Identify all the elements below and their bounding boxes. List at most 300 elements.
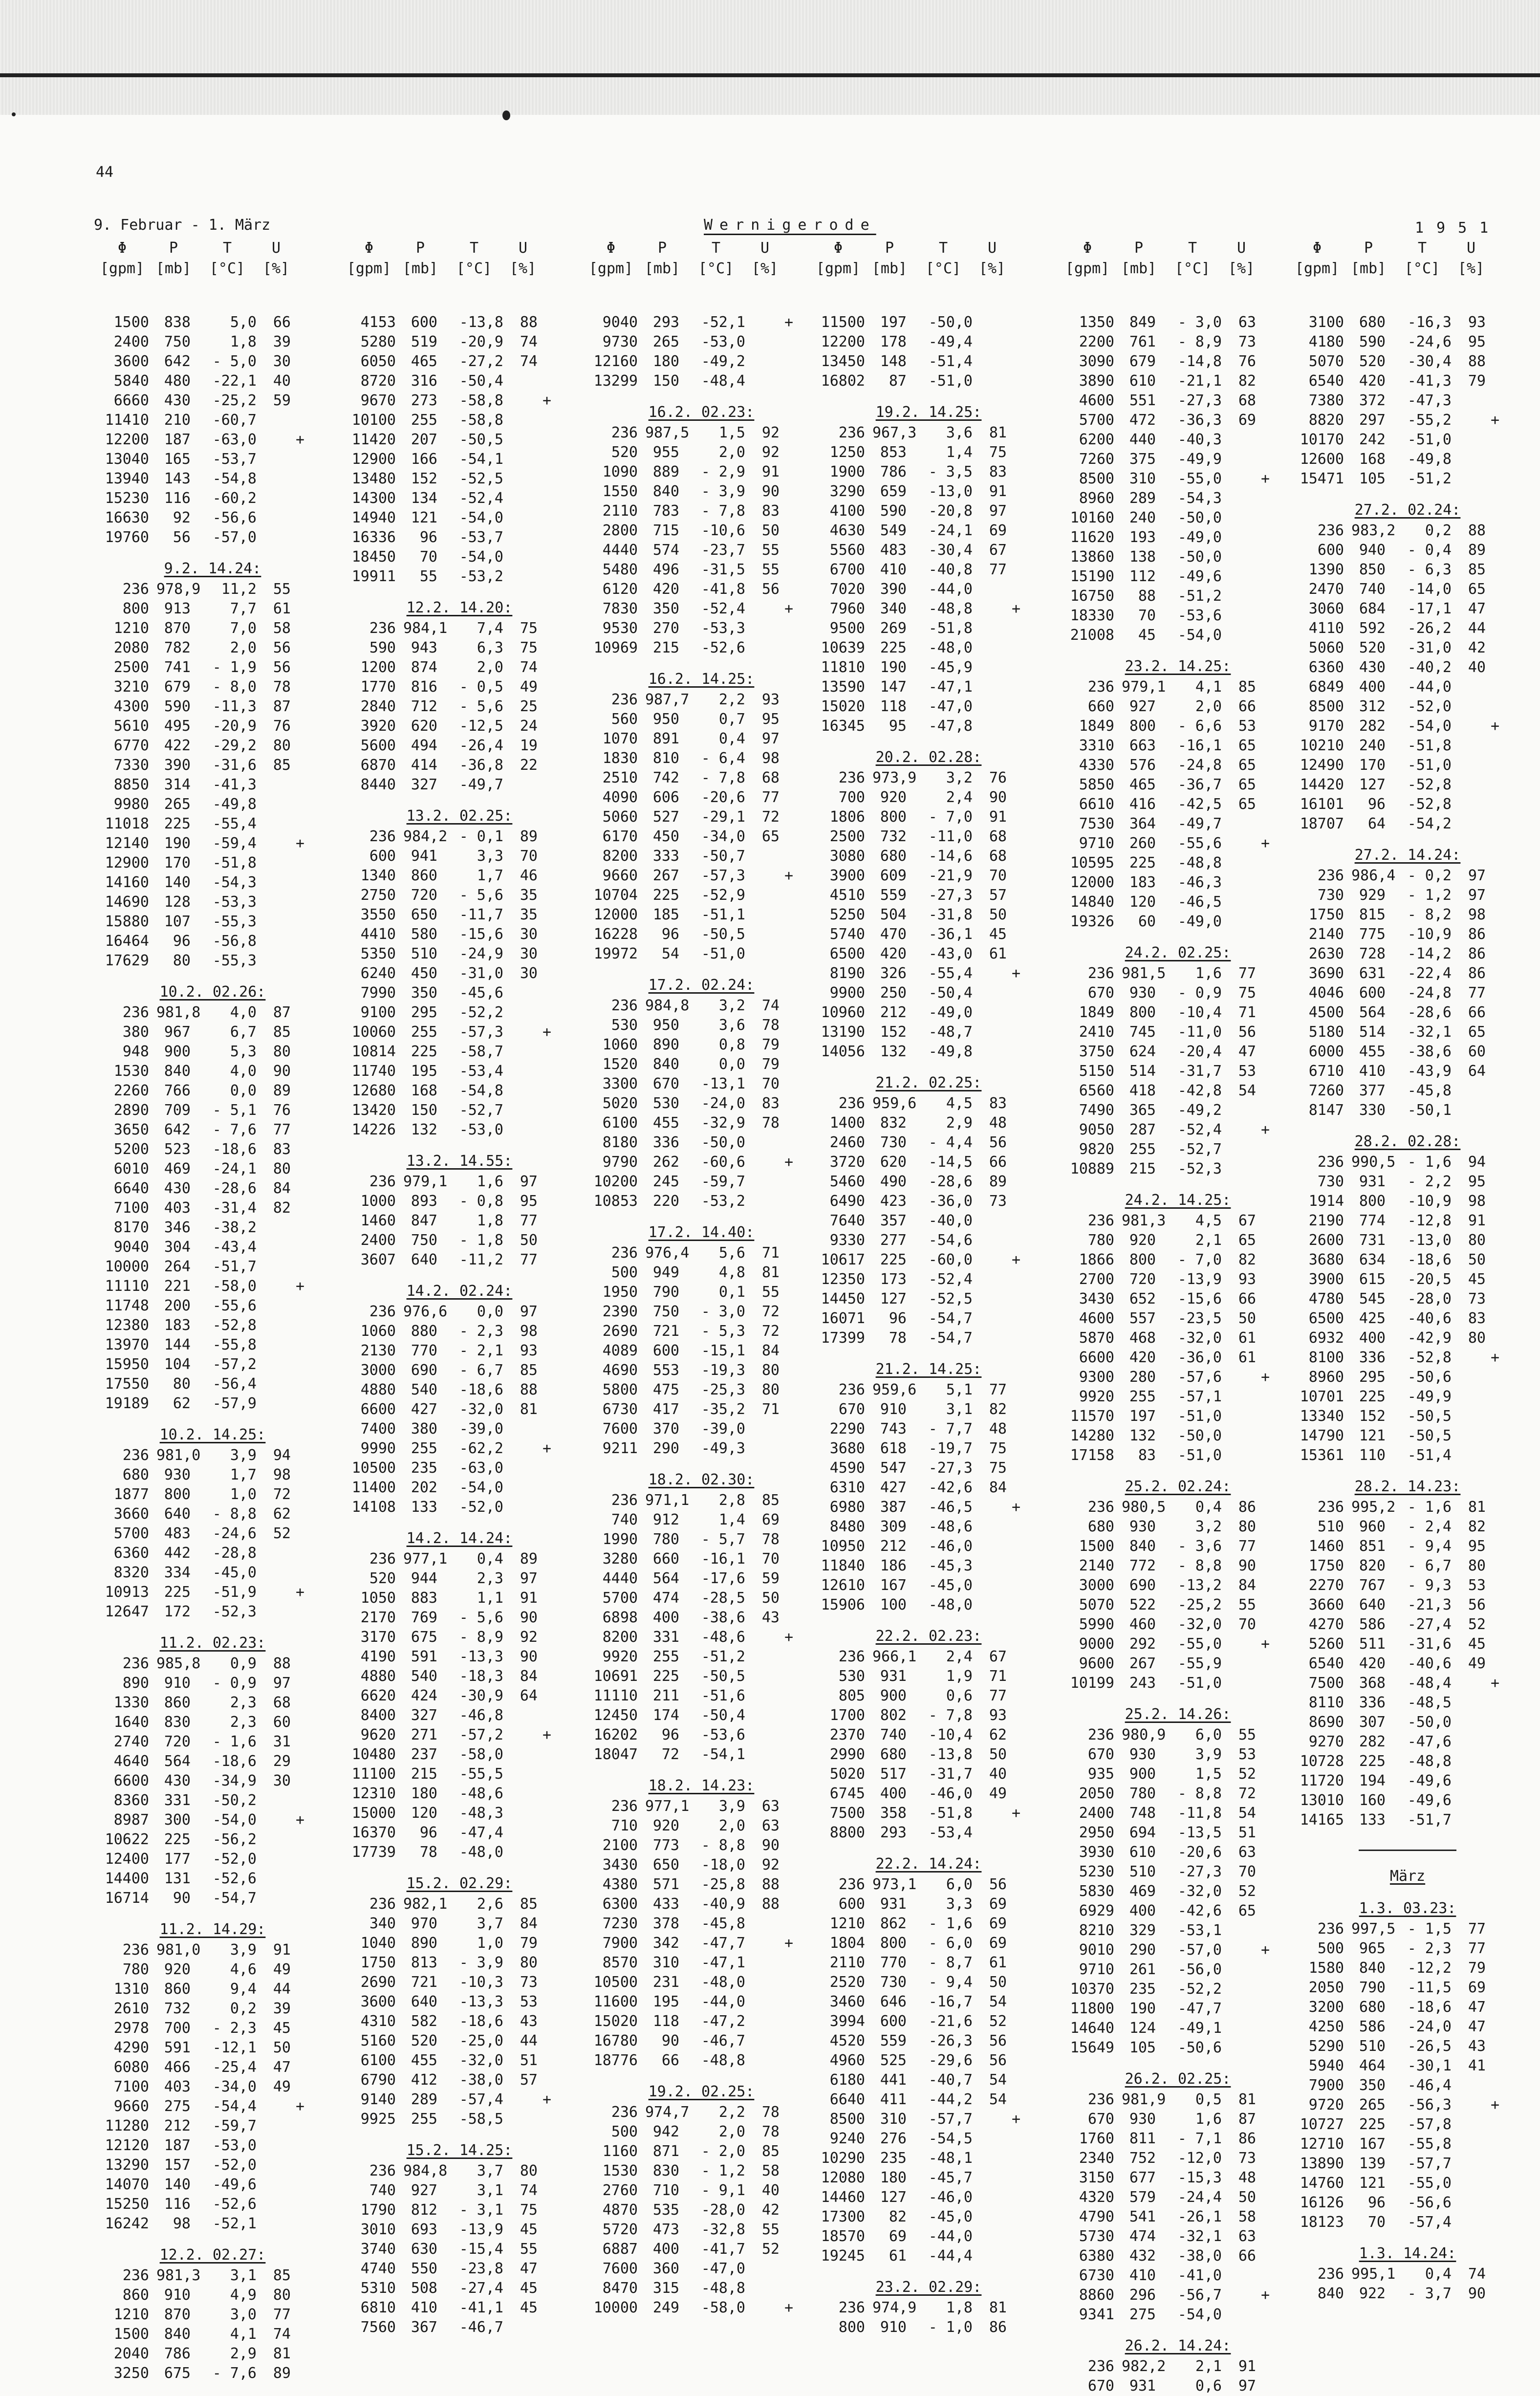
geopotential-cell: 17158	[1070, 1447, 1114, 1464]
geopotential-cell: 9620	[360, 1726, 396, 1743]
pressure-cell: 520	[1359, 639, 1386, 656]
pressure-cell: 609	[880, 867, 907, 884]
humidity-cell: 71	[989, 1668, 1007, 1685]
geopotential-cell: 6240	[360, 965, 396, 982]
temperature-cell: 6,7	[230, 1024, 257, 1041]
pressure-cell: 631	[1359, 965, 1386, 982]
geopotential-cell: 6730	[1079, 2267, 1114, 2284]
humidity-cell: 89	[520, 828, 538, 845]
humidity-cell: 73	[1238, 2150, 1256, 2167]
temperature-cell: -49,7	[459, 776, 503, 793]
table-row	[811, 313, 1046, 332]
temperature-cell: -20,4	[1177, 1043, 1222, 1060]
geopotential-cell: 9600	[1079, 1655, 1114, 1672]
geopotential-cell: 9040	[113, 1239, 149, 1256]
table-row	[95, 932, 330, 951]
temperature-cell: 4,8	[718, 1264, 745, 1281]
temperature-cell: -49,6	[1407, 1792, 1452, 1809]
geopotential-cell: 12400	[105, 1851, 149, 1868]
table-row	[1290, 1231, 1525, 1250]
temperature-cell: -15,1	[701, 1342, 745, 1359]
temperature-cell: -51,0	[1177, 1408, 1222, 1425]
table-row	[95, 2116, 330, 2136]
pressure-cell: 255	[1129, 1388, 1156, 1405]
humidity-cell: 52	[1468, 1616, 1486, 1633]
humidity-cell: 91	[273, 1941, 291, 1959]
pressure-cell: 659	[880, 483, 907, 500]
temperature-cell: -13,0	[1407, 1232, 1452, 1249]
pressure-cell: 535	[652, 2201, 679, 2219]
humidity-cell: 42	[1468, 639, 1486, 656]
geopotential-cell: 9500	[829, 620, 865, 637]
humidity-cell: 50	[1468, 1251, 1486, 1268]
table-row	[811, 1875, 1046, 1895]
geopotential-cell: 2690	[360, 1974, 396, 1991]
table-row	[95, 489, 330, 508]
temperature-cell: -53,0	[701, 333, 745, 350]
temperature-cell: 3,0	[230, 2306, 257, 2323]
temperature-cell: - 1,5	[1407, 1920, 1452, 1938]
pressure-cell: 860	[411, 867, 437, 884]
humidity-cell: 90	[989, 789, 1007, 806]
table-row	[1061, 528, 1295, 547]
tropopause-mark: +	[542, 1440, 552, 1457]
pressure-cell: 511	[1359, 1635, 1386, 1653]
temperature-cell: -11,8	[1177, 1805, 1222, 1822]
table-row	[1290, 2154, 1525, 2174]
humidity-cell: 81	[273, 2345, 291, 2362]
geopotential-cell: 4410	[360, 926, 396, 943]
sounding-block	[1290, 1898, 1525, 2232]
table-row	[811, 521, 1046, 541]
humidity-cell: 91	[989, 483, 1007, 500]
humidity-cell: 97	[1238, 2377, 1256, 2395]
humidity-cell: 54	[989, 1993, 1007, 2010]
pressure-cell: 838	[164, 314, 191, 331]
table-row	[1061, 450, 1295, 469]
geopotential-cell: 13970	[105, 1336, 149, 1353]
humidity-cell: 88	[761, 1876, 780, 1893]
geopotential-cell: 5230	[1079, 1863, 1114, 1880]
humidity-cell: 72	[1238, 1785, 1256, 1802]
geopotential-cell: 13860	[1070, 548, 1114, 566]
table-row	[342, 1706, 577, 1725]
geopotential-cell: 6120	[602, 581, 638, 598]
geopotential-cell: 7490	[1079, 1102, 1114, 1119]
header-symbol: U	[1466, 240, 1476, 257]
header-symbol: U	[987, 240, 997, 257]
geopotential-cell: 236	[122, 1447, 149, 1464]
temperature-cell: -49,6	[1407, 1772, 1452, 1789]
temperature-cell: -24,9	[459, 945, 503, 962]
humidity-cell: 50	[989, 906, 1007, 923]
temperature-cell: -52,6	[212, 2196, 257, 2213]
humidity-cell: 97	[520, 1570, 538, 1587]
pressure-cell: 709	[164, 1102, 191, 1119]
geopotential-cell: 12200	[821, 333, 865, 350]
geopotential-cell: 18707	[1300, 815, 1344, 832]
humidity-cell: 80	[1468, 1329, 1486, 1347]
pressure-cell: 390	[164, 757, 191, 774]
geopotential-cell: 7230	[602, 1915, 638, 1932]
pressure-cell: 960	[1359, 1518, 1386, 1535]
pressure-cell: 105	[1129, 2039, 1156, 2056]
table-row	[1061, 1289, 1295, 1309]
temperature-cell: - 8,2	[1407, 906, 1452, 923]
sounding-date: 23.2. 02.29:	[875, 2279, 982, 2296]
table-row	[1061, 964, 1295, 983]
table-row	[1290, 521, 1525, 541]
temperature-cell: - 8,8	[701, 1837, 745, 1854]
geopotential-cell: 11620	[1070, 529, 1114, 546]
table-row	[95, 717, 330, 736]
table-row	[1061, 1231, 1295, 1250]
pressure-cell: 670	[652, 1075, 679, 1092]
temperature-cell: 2,0	[718, 1817, 745, 1834]
pressure-cell: 900	[1129, 1765, 1156, 1783]
temperature-cell: -43,4	[212, 1239, 257, 1256]
temperature-cell: -38,6	[701, 1609, 745, 1626]
geopotential-cell: 5830	[1079, 1883, 1114, 1900]
temperature-cell: -49,9	[1407, 1388, 1452, 1405]
geopotential-cell: 3280	[602, 1550, 638, 1568]
table-row	[584, 1816, 819, 1836]
sounding-date: 11.2. 02.23:	[159, 1634, 266, 1652]
table-row	[1290, 697, 1525, 717]
pressure-cell: 712	[411, 698, 437, 715]
pressure-cell: 977,1	[645, 1798, 690, 1815]
geopotential-cell: 10617	[821, 1251, 865, 1268]
humidity-cell: 54	[1238, 1082, 1256, 1099]
temperature-cell: 3,3	[477, 848, 503, 865]
table-row	[811, 1211, 1046, 1231]
geopotential-cell: 9820	[1079, 1141, 1114, 1158]
pressure-cell: 559	[880, 887, 907, 904]
temperature-cell: - 0,2	[1407, 867, 1452, 884]
pressure-cell: 979,1	[1122, 678, 1166, 696]
pressure-cell: 133	[1359, 1811, 1386, 1829]
temperature-cell: - 9,3	[1407, 1577, 1452, 1594]
geopotential-cell: 6170	[602, 828, 638, 845]
tropopause-mark: +	[542, 1024, 552, 1041]
table-row	[1061, 1062, 1295, 1081]
temperature-cell: -50,5	[1407, 1427, 1452, 1444]
sounding-block	[342, 1528, 577, 1862]
table-row	[95, 1791, 330, 1810]
humidity-cell: 56	[989, 1134, 1007, 1151]
pressure-cell: 728	[1359, 945, 1386, 962]
header-unit: [mb]	[155, 260, 192, 277]
humidity-cell: 65	[1238, 1232, 1256, 1249]
pressure-cell: 147	[880, 678, 907, 696]
geopotential-cell: 16071	[821, 1310, 865, 1327]
table-row	[1290, 2037, 1525, 2056]
pressure-cell: 468	[1129, 1329, 1156, 1347]
sounding-block	[811, 1359, 1046, 1615]
geopotential-cell: 12450	[593, 1707, 638, 1724]
geopotential-cell: 16101	[1300, 796, 1344, 813]
table-row	[342, 717, 577, 736]
geopotential-cell: 17629	[105, 952, 149, 969]
pressure-cell: 427	[411, 1401, 437, 1418]
temperature-cell: - 5,1	[212, 1102, 257, 1119]
temperature-cell: -30,1	[1407, 2057, 1452, 2074]
humidity-cell: 56	[273, 639, 291, 656]
temperature-cell: 2,3	[230, 1694, 257, 1711]
humidity-cell: 87	[273, 1004, 291, 1021]
humidity-cell: 61	[989, 945, 1007, 962]
header-unit: [gpm]	[816, 260, 861, 277]
geopotential-cell: 10960	[821, 1004, 865, 1021]
geopotential-cell: 11600	[593, 1993, 638, 2010]
geopotential-cell: 3900	[829, 867, 865, 884]
pressure-cell: 931	[1129, 2377, 1156, 2395]
humidity-cell: 75	[520, 639, 538, 656]
table-row	[1061, 1654, 1295, 1674]
temperature-cell: -54,7	[928, 1310, 973, 1327]
geopotential-cell: 6500	[829, 945, 865, 962]
pressure-cell: 297	[1359, 412, 1386, 429]
table-row	[584, 1074, 819, 1094]
table-row	[811, 1823, 1046, 1843]
geopotential-cell: 17399	[821, 1329, 865, 1347]
pressure-cell: 770	[880, 1954, 907, 1971]
header-symbol: P	[169, 240, 178, 257]
geopotential-cell: 3740	[360, 2241, 396, 2258]
sounding-block	[584, 2081, 819, 2318]
table-row	[1061, 1745, 1295, 1764]
geopotential-cell: 4290	[113, 2039, 149, 2056]
table-row	[584, 2122, 819, 2142]
table-row	[342, 1439, 577, 1459]
geopotential-cell: 4090	[602, 789, 638, 806]
pressure-cell: 620	[880, 1154, 907, 1171]
table-row	[95, 1889, 330, 1908]
geopotential-cell: 4960	[829, 2052, 865, 2069]
temperature-cell: 2,4	[946, 1648, 973, 1665]
pressure-cell: 893	[411, 1193, 437, 1210]
geopotential-cell: 16202	[593, 1726, 638, 1743]
pressure-cell: 127	[1359, 776, 1386, 793]
temperature-cell: -12,8	[1407, 1212, 1452, 1229]
pressure-cell: 424	[411, 1687, 437, 1704]
humidity-cell: 69	[1238, 412, 1256, 429]
pressure-cell: 96	[889, 1310, 907, 1327]
temperature-cell: 0,5	[1195, 2091, 1222, 2108]
table-row	[584, 1322, 819, 1341]
humidity-cell: 75	[520, 2201, 538, 2219]
humidity-cell: 91	[1238, 2358, 1256, 2375]
table-row	[811, 2129, 1046, 2149]
geopotential-cell: 1070	[602, 730, 638, 747]
table-row	[584, 1745, 819, 1764]
temperature-cell: -50,5	[1407, 1408, 1452, 1425]
temperature-cell: -52,4	[459, 490, 503, 507]
temperature-cell: -50,0	[1177, 548, 1222, 566]
table-row	[95, 580, 330, 599]
pressure-cell: 289	[1129, 490, 1156, 507]
geopotential-cell: 14070	[105, 2176, 149, 2193]
pressure-cell: 157	[164, 2156, 191, 2174]
table-row	[95, 951, 330, 971]
temperature-cell: -52,6	[701, 639, 745, 656]
geopotential-cell: 730	[1317, 1173, 1344, 1190]
table-row	[95, 1810, 330, 1830]
table-row	[584, 996, 819, 1016]
temperature-cell: -10,9	[1407, 926, 1452, 943]
geopotential-cell: 14790	[1300, 1427, 1344, 1444]
table-row	[342, 1589, 577, 1608]
pressure-cell: 680	[880, 1746, 907, 1763]
temperature-cell: -53,2	[459, 568, 503, 585]
temperature-cell: -34,0	[212, 2078, 257, 2095]
sounding-block	[342, 806, 577, 1140]
table-row	[95, 893, 330, 912]
geopotential-cell: 11748	[105, 1297, 149, 1314]
geopotential-cell: 1060	[602, 1036, 638, 1053]
temperature-cell: -51,0	[1177, 1675, 1222, 1692]
geopotential-cell: 236	[1317, 2265, 1344, 2283]
table-row	[342, 1953, 577, 1973]
geopotential-cell: 1700	[829, 1707, 865, 1724]
table-row	[1061, 1843, 1295, 1862]
table-row	[1290, 1172, 1525, 1192]
pressure-cell: 684	[1359, 600, 1386, 617]
humidity-cell: 61	[989, 1954, 1007, 1971]
tropopause-mark: +	[542, 2091, 552, 2108]
pressure-cell: 624	[1129, 1043, 1156, 1060]
humidity-cell: 90	[761, 1837, 780, 1854]
temperature-cell: -47,3	[1407, 392, 1452, 409]
temperature-cell: -52,8	[212, 1317, 257, 1334]
table-row	[95, 1732, 330, 1752]
geopotential-cell: 14226	[351, 1121, 396, 1138]
geopotential-cell: 12680	[351, 1082, 396, 1099]
table-row	[95, 450, 330, 469]
humidity-cell: 95	[1468, 1538, 1486, 1555]
pressure-cell: 124	[1129, 2020, 1156, 2037]
geopotential-cell: 6100	[602, 1114, 638, 1132]
temperature-cell: - 2,4	[1407, 1518, 1452, 1535]
pressure-cell: 606	[652, 789, 679, 806]
pressure-cell: 995,2	[1351, 1499, 1396, 1516]
humidity-cell: 69	[989, 1915, 1007, 1932]
geopotential-cell: 1530	[602, 2162, 638, 2179]
humidity-cell: 89	[273, 2365, 291, 2382]
geopotential-cell: 5700	[113, 1525, 149, 1542]
pressure-cell: 983,2	[1351, 522, 1396, 539]
pressure-cell: 773	[652, 1837, 679, 1854]
geopotential-cell: 4270	[1308, 1616, 1344, 1633]
header-symbol: T	[1417, 240, 1427, 257]
geopotential-cell: 8987	[113, 1811, 149, 1829]
table-row	[584, 1016, 819, 1035]
pressure-cell: 800	[164, 1486, 191, 1503]
table-row	[584, 905, 819, 925]
table-row	[342, 1647, 577, 1667]
header-symbol: U	[518, 240, 528, 257]
table-row	[1061, 2266, 1295, 2286]
table-row	[811, 2227, 1046, 2246]
pressure-cell: 225	[652, 1668, 679, 1685]
pressure-cell: 710	[652, 2182, 679, 2199]
pressure-cell: 721	[652, 1323, 679, 1340]
temperature-cell: - 1,0	[928, 2319, 973, 2336]
table-row	[1061, 1725, 1295, 1745]
header-unit: [°C]	[456, 260, 492, 277]
table-row	[95, 1465, 330, 1485]
temperature-cell: -53,3	[701, 620, 745, 637]
pressure-cell: 152	[880, 1024, 907, 1041]
geopotential-cell: 3900	[1308, 1271, 1344, 1288]
temperature-cell: 1,6	[477, 1173, 503, 1190]
geopotential-cell: 6310	[829, 1479, 865, 1496]
table-row	[95, 1485, 330, 1504]
geopotential-cell: 6810	[360, 2299, 396, 2316]
temperature-cell: -46,4	[1407, 2077, 1452, 2094]
humidity-cell: 55	[1238, 1726, 1256, 1743]
table-row	[584, 944, 819, 964]
geopotential-cell: 7530	[1079, 815, 1114, 832]
table-row	[584, 2298, 819, 2318]
geopotential-cell: 16370	[351, 1824, 396, 1841]
geopotential-cell: 6540	[1308, 1655, 1344, 1672]
table-row	[342, 1934, 577, 1953]
geopotential-cell: 3200	[1308, 1999, 1344, 2016]
humidity-cell: 85	[1468, 561, 1486, 578]
table-row	[1061, 2188, 1295, 2207]
table-row	[95, 834, 330, 853]
sounding-date: 24.2. 02.25:	[1125, 944, 1231, 961]
temperature-cell: -46,8	[459, 1707, 503, 1724]
geopotential-cell: 18123	[1300, 2214, 1344, 2231]
humidity-cell: 30	[520, 965, 538, 982]
humidity-cell: 46	[520, 867, 538, 884]
pressure-cell: 430	[164, 1772, 191, 1789]
geopotential-cell: 805	[838, 1687, 865, 1704]
pressure-cell: 331	[652, 1629, 679, 1646]
pressure-cell: 180	[880, 2169, 907, 2186]
pressure-cell: 167	[880, 1577, 907, 1594]
temperature-cell: -27,3	[928, 887, 973, 904]
table-row	[342, 886, 577, 905]
pressure-cell: 783	[652, 502, 679, 520]
geopotential-cell: 2400	[360, 1232, 396, 1249]
pressure-cell: 564	[164, 1753, 191, 1770]
temperature-cell: -31,6	[212, 757, 257, 774]
tropopause-mark: +	[542, 1726, 552, 1743]
humidity-cell: 91	[1468, 1212, 1486, 1229]
pressure-cell: 255	[411, 2111, 437, 2128]
table-row	[1290, 1654, 1525, 1674]
temperature-cell: -10,6	[701, 522, 745, 539]
temperature-cell: -49,1	[1177, 2020, 1222, 2037]
pressure-cell: 465	[411, 353, 437, 370]
pressure-cell: 400	[880, 1785, 907, 1802]
pressure-cell: 331	[164, 1792, 191, 1809]
geopotential-cell: 9211	[602, 1440, 638, 1457]
humidity-cell: 84	[273, 1180, 291, 1197]
temperature-cell: - 8,0	[212, 678, 257, 696]
table-row	[1061, 1517, 1295, 1537]
temperature-cell: -51,8	[928, 620, 973, 637]
pressure-cell: 660	[652, 1550, 679, 1568]
geopotential-cell: 13940	[105, 470, 149, 487]
temperature-cell: -49,7	[1177, 815, 1222, 832]
pressure-cell: 979,1	[403, 1173, 448, 1190]
humidity-cell: 79	[1468, 372, 1486, 390]
tropopause-mark: +	[784, 1935, 794, 1952]
